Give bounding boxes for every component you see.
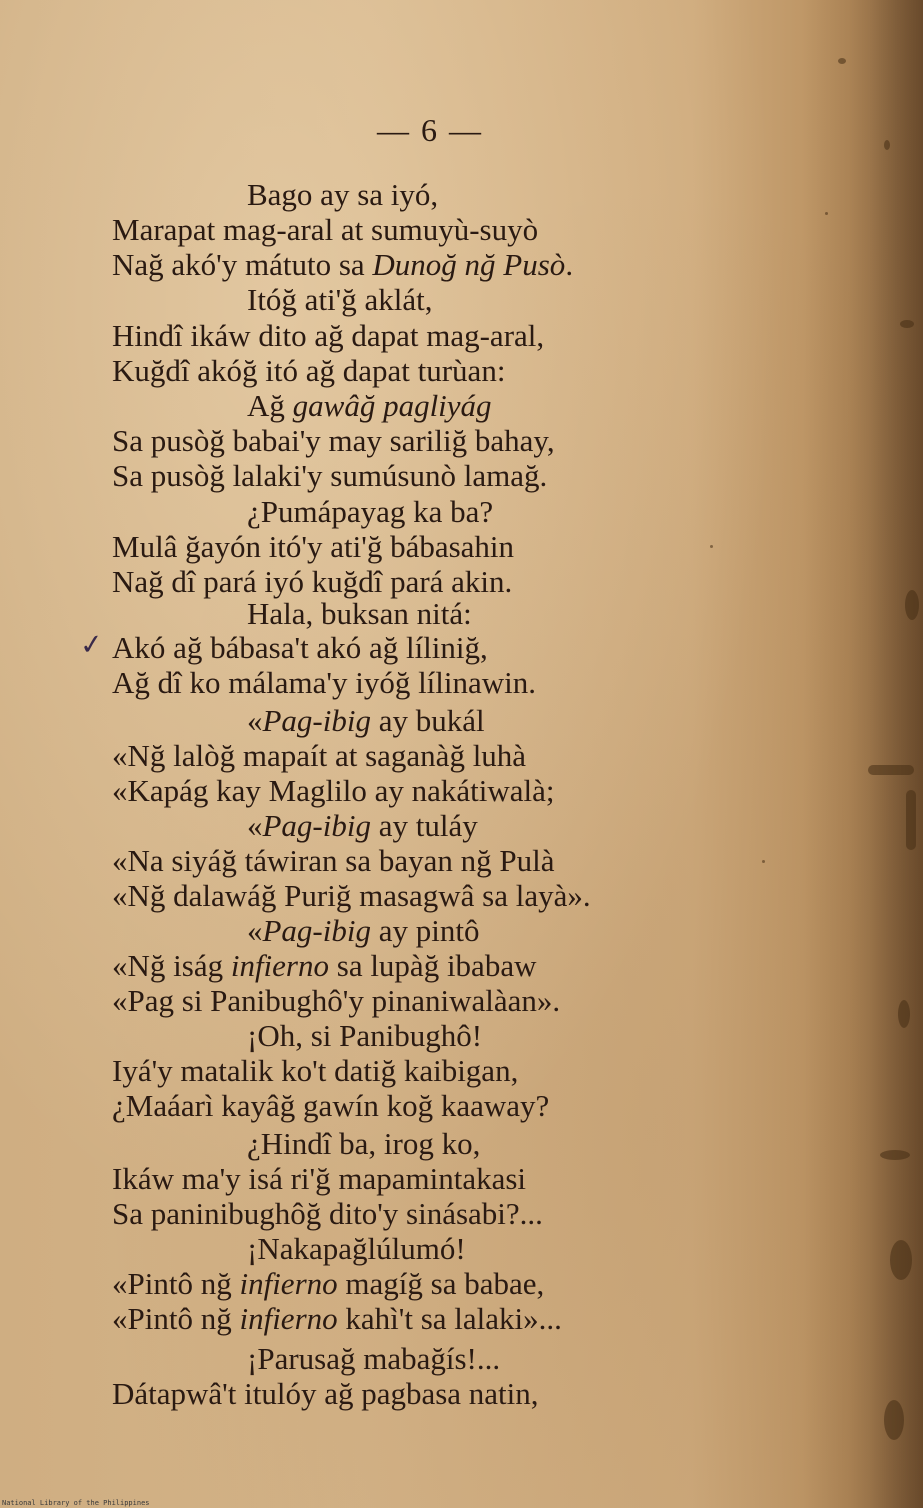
poem-line: Itóğ ati'ğ aklát, (247, 282, 433, 317)
edge-stain (880, 1150, 910, 1160)
poem-line: Mulâ ğayón itó'y ati'ğ bábasahin (112, 529, 515, 564)
edge-stain (905, 590, 919, 620)
poem-line: «Nğ iság infierno sa lupàğ ibabaw (112, 948, 537, 983)
poem-line: «Pintô nğ infierno kahì't sa lalaki»... (112, 1301, 562, 1336)
poem-line: Nağ akó'y mátuto sa Dunoğ nğ Pusò. (112, 247, 574, 282)
poem-line: Sa pusòğ babai'y may sariliğ bahay, (112, 423, 555, 458)
poem-line: ¿Hindî ba, irog ko, (247, 1126, 481, 1161)
poem-line: «Kapág kay Maglilo ay nakátiwalà; (112, 773, 555, 808)
poem-line: ¿Maáarì kayâğ gawín koğ kaaway? (112, 1088, 550, 1123)
page-edge-shadow (803, 0, 923, 1508)
ink-speck (900, 320, 914, 328)
poem-line: Nağ dî pará iyó kuğdî pará akin. (112, 564, 513, 599)
poem-line: ¡Nakapağlúlumó! (247, 1231, 466, 1266)
edge-stain (898, 1000, 910, 1028)
page-number: — 6 — (377, 112, 483, 148)
poem-line: «Pag-ibig ay pintô (247, 913, 480, 948)
library-footer: National Library of the Philippines (2, 1499, 150, 1507)
poem-line: Akó ağ bábasa't akó ağ líliniğ, (112, 630, 488, 665)
ink-speck (884, 140, 890, 150)
poem-line: «Nğ dalawáğ Puriğ masagwâ sa layà». (112, 878, 591, 913)
poem-line: ¡Parusağ mabağís!... (247, 1341, 501, 1376)
poem-line: ¡Oh, si Panibughô! (247, 1018, 483, 1053)
poem-line: Sa paninibughôğ dito'y sinásabi?... (112, 1196, 543, 1231)
poem-line: Ikáw ma'y isá ri'ğ mapamintakasi (112, 1161, 527, 1196)
ink-speck (762, 860, 765, 863)
poem-line: Hala, buksan nitá: (247, 596, 472, 631)
poem-line: «Pag-ibig ay bukál (247, 703, 485, 738)
edge-stain (884, 1400, 904, 1440)
ink-speck (838, 58, 846, 64)
poem-line: ¿Pumápayag ka ba? (247, 494, 494, 529)
poem-line: Ağ dî ko málama'y iyóğ lílinawin. (112, 665, 537, 700)
poem-line: Sa pusòğ lalaki'y sumúsunò lamağ. (112, 458, 548, 493)
poem-line: «Na siyáğ táwiran sa bayan nğ Pulà (112, 843, 555, 878)
edge-stain (868, 765, 914, 775)
poem-line: «Pintô nğ infierno magíğ sa babae, (112, 1266, 545, 1301)
edge-stain (890, 1240, 912, 1280)
poem-line: «Pag-ibig ay tuláy (247, 808, 478, 843)
poem-line: «Pag si Panibughô'y pinaniwalàan». (112, 983, 561, 1018)
poem-line: Kuğdî akóğ itó ağ dapat turùan: (112, 353, 506, 388)
ink-speck (825, 212, 828, 215)
poem-line: Marapat mag-aral at sumuyù-suyò (112, 212, 539, 247)
edge-stain (906, 790, 916, 850)
poem-line: Hindî ikáw dito ağ dapat mag-aral, (112, 318, 545, 353)
poem-line: «Nğ lalòğ mapaít at saganàğ luhà (112, 738, 527, 773)
poem-line: Ağ gawâğ pagliyág (247, 388, 492, 423)
ink-speck (710, 545, 713, 548)
poem-line: Dátapwâ't itulóy ağ pagbasa natin, (112, 1376, 539, 1411)
poem-line: Bago ay sa iyó, (247, 177, 439, 212)
poem-line: Iyá'y matalik ko't datiğ kaibigan, (112, 1053, 519, 1088)
margin-check-mark: ✓ (78, 628, 105, 663)
